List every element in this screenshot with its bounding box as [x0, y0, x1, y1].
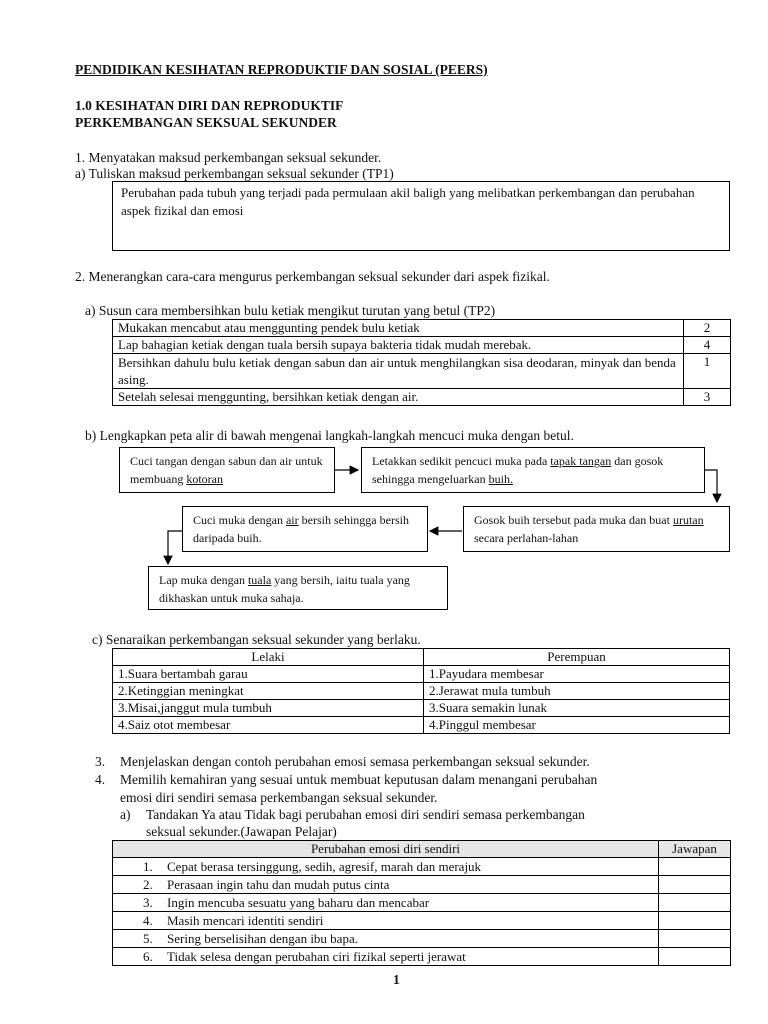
q2c-label: c) Senaraikan perkembangan seksual sekunder yang berlaku. — [92, 632, 421, 647]
step-number: 4 — [684, 337, 731, 354]
answer-cell[interactable] — [659, 948, 731, 966]
row-text: Cepat berasa tersinggung, sedih, agresif, marah dan merajuk — [167, 858, 482, 874]
development-table — [112, 648, 730, 734]
q4a-text-line2: seksual sekunder.(Jawapan Pelajar) — [146, 824, 337, 839]
answer-cell[interactable] — [659, 912, 731, 930]
flow-step-5 — [148, 566, 448, 610]
step-text: Mukakan mencabut atau menggunting pendek bulu ketiak — [113, 320, 684, 337]
document-title: PENDIDIKAN KESIHATAN REPRODUKTIF DAN SOSIAL (PEERS) — [75, 62, 488, 77]
step-text: Setelah selesai menggunting, bersihkan ketiak dengan air. — [113, 389, 684, 406]
q4a-text-line1: Tandakan Ya atau Tidak bagi perubahan emosi diri sendiri semasa perkembangan — [146, 807, 585, 822]
row-number: 5. — [143, 930, 153, 946]
perempuan-cell: 1.Payudara membesar — [424, 666, 730, 683]
arrow-4-to-5 — [168, 531, 182, 564]
row-number: 2. — [143, 876, 153, 892]
answer-cell[interactable] — [659, 858, 731, 876]
flow-step-5-keyword: tuala — [247, 573, 272, 587]
flow-step-2-text-2: dan gosok sehingga mengeluarkan — [372, 454, 664, 486]
row-number: 3. — [143, 894, 153, 910]
flow-step-1-text: Cuci tangan dengan sabun dan air untuk membuang — [130, 454, 323, 486]
flow-step-1-keyword: kotoran — [186, 472, 223, 486]
section-title: 1.0 KESIHATAN DIRI DAN REPRODUKTIF — [75, 98, 344, 113]
flow-step-2-text: Letakkan sedikit pencuci muka pada — [372, 454, 551, 468]
flow-step-3 — [463, 506, 730, 552]
table-row — [113, 894, 731, 912]
answer-cell[interactable] — [659, 876, 731, 894]
step-number: 1 — [684, 354, 731, 389]
row-text: Perasaan ingin tahu dan mudah putus cinta — [167, 876, 390, 892]
q3-text: Menjelaskan dengan contoh perubahan emosi semasa perkembangan seksual sekunder. — [120, 754, 590, 769]
flow-step-3-text-2: secara perlahan-lahan — [474, 531, 579, 545]
row-text: Masih mencari identiti sendiri — [167, 912, 324, 928]
arrow-2-to-3 — [705, 470, 717, 502]
flow-step-4-text: Cuci muka dengan — [193, 513, 286, 527]
table-row — [113, 948, 731, 966]
q2-title: 2. Menerangkan cara-cara mengurus perkembangan seksual sekunder dari aspek fizikal. — [75, 269, 550, 284]
row-number: 4. — [143, 912, 153, 928]
table-row — [113, 930, 731, 948]
step-number: 3 — [684, 389, 731, 406]
flow-step-4-keyword: air — [285, 513, 299, 527]
flow-step-5-text: Lap muka dengan — [159, 573, 248, 587]
table-row — [113, 876, 731, 894]
header-emotion: Perubahan emosi diri sendiri — [113, 841, 659, 858]
flow-step-3-text: Gosok buih tersebut pada muka dan buat — [474, 513, 673, 527]
perempuan-cell: 3.Suara semakin lunak — [424, 700, 730, 717]
table-row — [113, 700, 730, 717]
flow-step-4 — [182, 506, 428, 552]
table-row — [113, 912, 731, 930]
q4a-number: a) — [120, 807, 131, 822]
lelaki-cell: 3.Misai,janggut mula tumbuh — [113, 700, 424, 717]
table-row — [113, 666, 730, 683]
perempuan-cell: 4.Pinggul membesar — [424, 717, 730, 734]
q3-number: 3. — [95, 754, 106, 769]
q4-text-line1: Memilih kemahiran yang sesuai untuk membuat keputusan dalam menangani perubahan — [120, 772, 598, 787]
flow-step-3-keyword: urutan — [672, 513, 704, 527]
page-number: 1 — [393, 972, 400, 987]
q4-number: 4. — [95, 772, 106, 787]
flow-step-4-text-2: bersih sehingga bersih daripada buih. — [193, 513, 409, 545]
flow-step-2-keyword: tapak tangan — [550, 454, 612, 468]
flow-step-1 — [119, 447, 335, 493]
row-text: Sering berselisihan dengan ibu bapa. — [167, 930, 358, 946]
header-lelaki: Lelaki — [113, 649, 424, 666]
perempuan-cell: 2.Jerawat mula tumbuh — [424, 683, 730, 700]
flow-step-2-keyword-2: buih. — [488, 472, 513, 486]
table-row — [113, 717, 730, 734]
table-row — [113, 683, 730, 700]
section-subtitle: PERKEMBANGAN SEKSUAL SEKUNDER — [75, 115, 337, 130]
q2b-label: b) Lengkapkan peta alir di bawah mengenai langkah-langkah mencuci muka dengan betul. — [85, 428, 574, 443]
step-number: 2 — [684, 320, 731, 337]
header-answer: Jawapan — [659, 841, 731, 858]
q1-title: 1. Menyatakan maksud perkembangan seksual sekunder. — [75, 150, 382, 165]
step-text: Bersihkan dahulu bulu ketiak dengan sabun dan air untuk menghilangkan sisa deodaran, minyak dan benda asing. — [113, 354, 684, 389]
flow-step-2 — [361, 447, 705, 493]
table-header-row — [113, 841, 731, 858]
step-text: Lap bahagian ketiak dengan tuala bersih supaya bakteria tidak mudah merebak. — [113, 337, 684, 354]
row-text: Ingin mencuba sesuatu yang baharu dan mencabar — [167, 894, 430, 910]
answer-cell[interactable] — [659, 930, 731, 948]
row-number: 6. — [143, 948, 153, 964]
table-row — [113, 858, 731, 876]
emotion-table — [112, 840, 731, 966]
lelaki-cell: 4.Saiz otot membesar — [113, 717, 424, 734]
q2a-label: a) Susun cara membersihkan bulu ketiak mengikut turutan yang betul (TP2) — [85, 303, 496, 318]
row-text: Tidak selesa dengan perubahan ciri fizikal seperti jerawat — [167, 948, 466, 964]
lelaki-cell: 2.Ketinggian meningkat — [113, 683, 424, 700]
flow-step-5-text-2: yang bersih, iaitu tuala yang dikhaskan untuk muka sahaja. — [159, 573, 410, 605]
q1-answer: Perubahan pada tubuh yang terjadi pada permulaan akil baligh yang melibatkan perkembangan dan perubahan aspek fizikal dan emosi — [121, 185, 695, 218]
row-number: 1. — [143, 858, 153, 874]
table-header-row — [113, 649, 730, 666]
q1a-label: a) Tuliskan maksud perkembangan seksual sekunder (TP1) — [75, 166, 394, 181]
q4-text-line2: emosi diri sendiri semasa perkembangan seksual sekunder. — [120, 790, 438, 805]
answer-cell[interactable] — [659, 894, 731, 912]
header-perempuan: Perempuan — [424, 649, 730, 666]
lelaki-cell: 1.Suara bertambah garau — [113, 666, 424, 683]
